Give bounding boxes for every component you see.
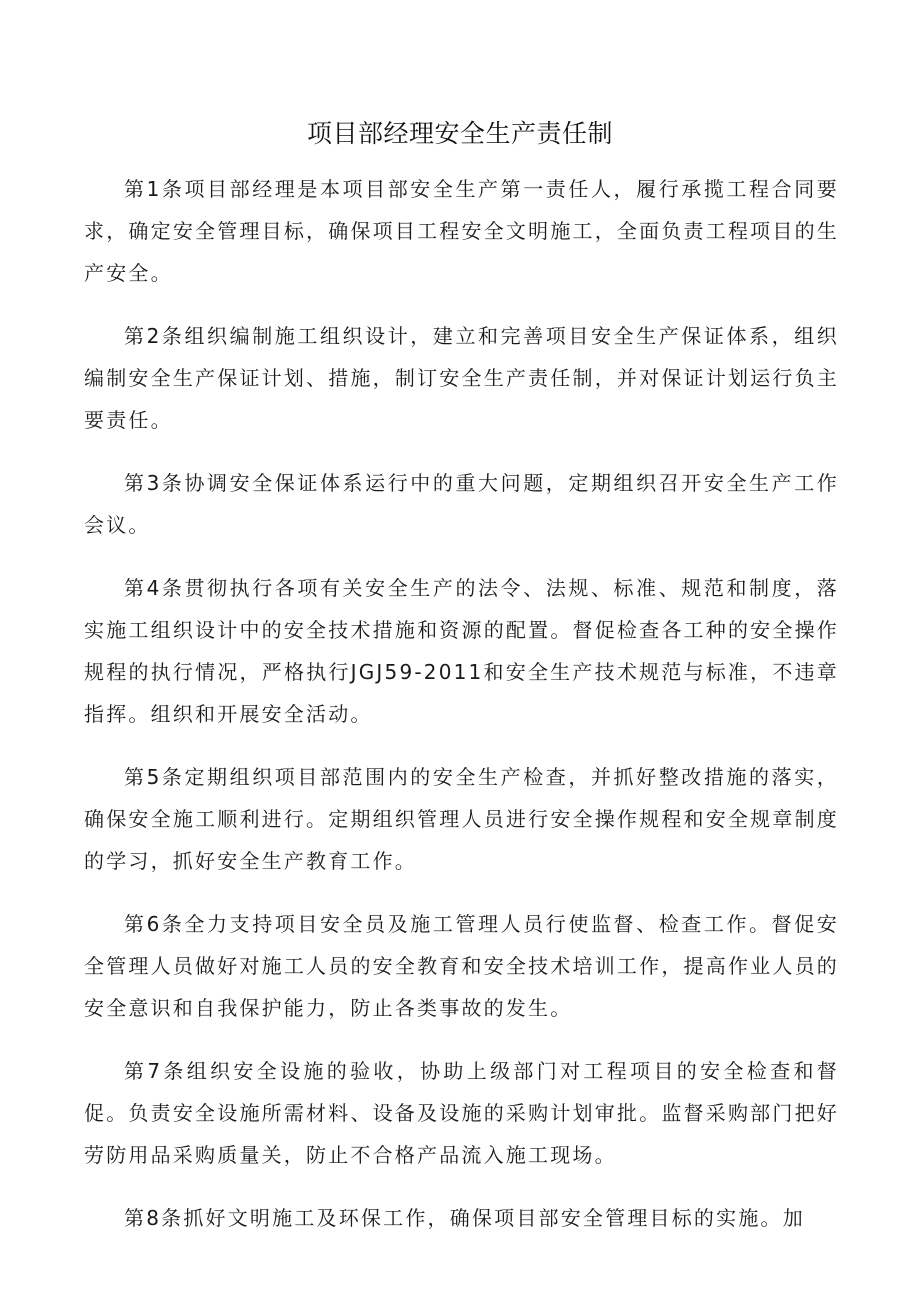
article-4: 第4条贯彻执行各项有关安全生产的法令、法规、标准、规范和制度，落实施工组织设计中的安全技术措施和资源的配置。督促检查各工种的安全操作规程的执行情况，严格执行JGJ59-2011和安全生产技术规范与标准，不违章指挥。组织和开展安全活动。 (84, 576, 839, 726)
article-5: 第5条定期组织项目部范围内的安全生产检查，并抓好整改措施的落实，确保安全施工顺利进行。定期组织管理人员进行安全操作规程和安全规章制度的学习，抓好安全生产教育工作。 (84, 765, 839, 873)
document-body (84, 168, 839, 1239)
article-2: 第2条组织编制施工组织设计，建立和完善项目安全生产保证体系，组织编制安全生产保证计划、措施，制订安全生产责任制，并对保证计划运行负主要责任。 (84, 324, 839, 432)
article-1: 第1条项目部经理是本项目部安全生产第一责任人，履行承揽工程合同要求，确定安全管理目标，确保项目工程安全文明施工，全面负责工程项目的生产安全。 (84, 177, 839, 285)
article-7: 第7条组织安全设施的验收，协助上级部门对工程项目的安全检查和督促。负责安全设施所需材料、设备及设施的采购计划审批。监督采购部门把好劳防用品采购质量关，防止不合格产品流入施工现场。 (84, 1059, 839, 1167)
article-3: 第3条协调安全保证体系运行中的重大问题，定期组织召开安全生产工作会议。 (84, 471, 839, 537)
article-8: 第8条抓好文明施工及环保工作，确保项目部安全管理目标的实施。加 (124, 1206, 805, 1230)
document-title: 项目部经理安全生产责任制 (306, 119, 613, 148)
article-6: 第6条全力支持项目安全员及施工管理人员行使监督、检查工作。督促安全管理人员做好对施工人员的安全教育和安全技术培训工作，提高作业人员的安全意识和自我保护能力，防止各类事故的发生。 (84, 912, 839, 1020)
